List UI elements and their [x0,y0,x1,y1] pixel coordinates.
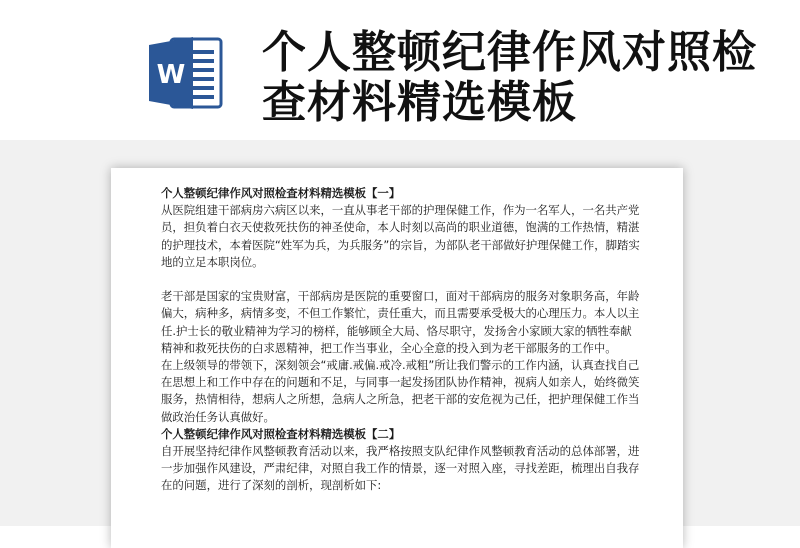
svg-text:W: W [156,60,186,90]
section-heading-1: 个人整顿纪律作风对照检查材料精选模板【一】 [161,186,401,200]
paragraph-4: 自开展坚持纪律作风整顿教育活动以来，我严格按照支队纪律作风整顿教育活动的总体部署，进一步加强作风建设，严肃纪律，对照自我工作的情景，逐一对照入座，寻找差距，梳理出自我存在的问题，进行了深刻的剖析，现剖析如下: [161,444,640,493]
paragraph-1: 从医院组建干部病房六病区以来，一直从事老干部的护理保健工作，作为一名军人，一名共产党员，担负着白衣天使救死扶伤的神圣使命，本人时刻以高尚的职业道德，饱满的工作热情，精湛的护理技术，本着医院“姓军为兵，为兵服务”的宗旨，为部队老干部做好护理保健工作，脚踏实地的立足本职岗位。 [161,203,640,269]
header-banner [0,0,800,145]
paragraph-3: 在上级领导的带领下，深刻领会“戒庸.戒偏.戒冷.戒粗”所让我们警示的工作内涵，认真查找自己在思想上和工作中存在的问题和不足，与同事一起发扬团队协作精神，视病人如亲人，始终微笑服务，热情相待，想病人之所想，急病人之所急，把老干部的安危视为己任，把护理保健工作当做政治任务认真做好。 [161,358,640,424]
document-body [161,185,641,495]
word-document-icon [145,33,225,113]
paragraph-2: 老干部是国家的宝贵财富，干部病房是医院的重要窗口，面对干部病房的服务对象职务高，年龄偏大，病种多，病情多变，不但工作繁忙，责任重大，而且需要承受极大的心理压力。本人以主任.护士长的敬业精神为学习的榜样，能够顾全大局、恪尽职守，发扬舍小家顾大家的牺牲奉献精神和救死扶伤的白求恩精神，把工作当事业，全心全意的投入到为老干部服务的工作中。 [161,289,640,355]
page-title: 个人整顿纪律作风对照检查材料精选模板 [262,27,757,128]
paragraph-gap [161,271,641,288]
document-page [111,168,683,548]
section-heading-2: 个人整顿纪律作风对照检查材料精选模板【二】 [161,426,401,441]
